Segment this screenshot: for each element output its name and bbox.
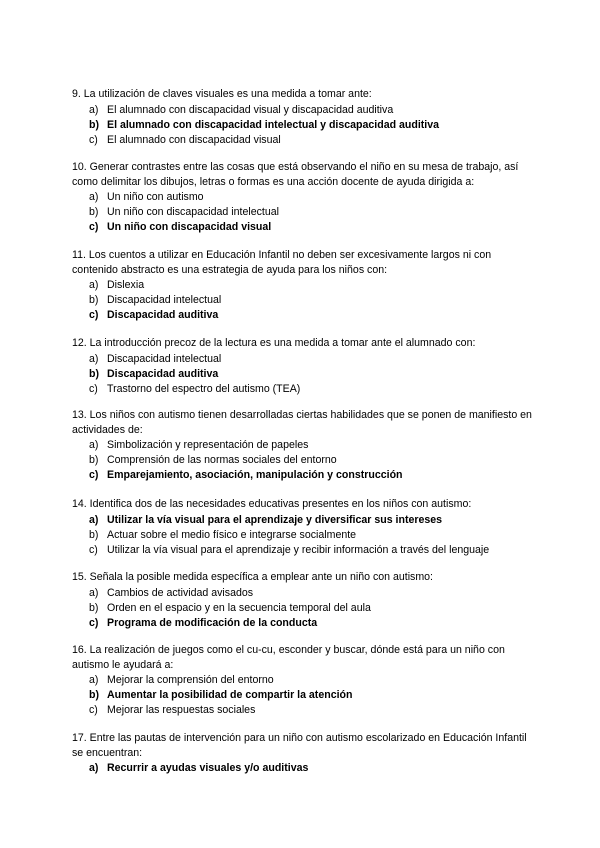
options-list bbox=[72, 278, 532, 324]
option-text: Aumentar la posibilidad de compartir la atención bbox=[107, 689, 353, 702]
option-letter: a) bbox=[89, 352, 99, 365]
option-a bbox=[72, 761, 532, 776]
option-b bbox=[72, 205, 532, 220]
option-text: Simbolización y representación de papeles bbox=[107, 439, 309, 451]
question-stem: 15. Señala la posible medida específica a emplear ante un niño con autismo: bbox=[72, 571, 434, 583]
question-stem: 11. Los cuentos a utilizar en Educación Infantil no deben ser excesivamente largos ni con contenido abstracto es una estrategia de ayuda para los niños con: bbox=[72, 249, 492, 276]
options-list bbox=[72, 190, 532, 236]
option-a bbox=[72, 103, 532, 118]
option-letter: b) bbox=[89, 454, 99, 467]
option-letter: b) bbox=[89, 689, 99, 702]
option-letter: b) bbox=[89, 206, 99, 219]
option-text: Recurrir a ayudas visuales y/o auditivas bbox=[107, 762, 309, 774]
option-text: Discapacidad intelectual bbox=[107, 352, 222, 365]
option-letter: b) bbox=[89, 528, 99, 541]
option-text: Mejorar la comprensión del entorno bbox=[107, 674, 274, 686]
option-a bbox=[72, 352, 532, 367]
option-letter: b) bbox=[89, 294, 99, 307]
option-c bbox=[72, 220, 532, 235]
options-list bbox=[72, 586, 532, 632]
question-stem: 10. Generar contrastes entre las cosas que está observando el niño en su mesa de trabajo, así como delimitar los dibujos, letras o formas es una acción docente de ayuda dirigida a: bbox=[72, 161, 519, 188]
question-16 bbox=[72, 643, 532, 719]
option-a bbox=[72, 438, 532, 453]
option-text: Utilizar la vía visual para el aprendizaje y recibir información a través del lenguaje bbox=[107, 543, 490, 556]
options-list bbox=[72, 438, 532, 484]
question-stem: 9. La utilización de claves visuales es una medida a tomar ante: bbox=[72, 88, 372, 100]
option-text: El alumnado con discapacidad intelectual y discapacidad auditiva bbox=[107, 118, 440, 131]
option-text: Emparejamiento, asociación, manipulación y construcción bbox=[107, 469, 403, 482]
option-letter: c) bbox=[89, 543, 98, 556]
options-list bbox=[72, 761, 532, 776]
option-text: Utilizar la vía visual para el aprendizaje y diversificar sus intereses bbox=[107, 513, 443, 526]
options-list bbox=[72, 673, 532, 719]
option-text: Cambios de actividad avisados bbox=[107, 586, 254, 599]
option-letter: c) bbox=[89, 221, 99, 234]
option-letter: b) bbox=[89, 367, 99, 380]
option-letter: a) bbox=[89, 674, 99, 686]
options-list bbox=[72, 513, 532, 559]
option-letter: c) bbox=[89, 704, 98, 717]
option-b bbox=[72, 293, 532, 308]
option-text: El alumnado con discapacidad visual y discapacidad auditiva bbox=[107, 103, 394, 116]
option-letter: a) bbox=[89, 191, 99, 203]
option-letter: b) bbox=[89, 118, 99, 131]
question-14 bbox=[72, 497, 532, 558]
option-c bbox=[72, 308, 532, 323]
option-letter: c) bbox=[89, 133, 98, 146]
option-letter: a) bbox=[89, 279, 99, 291]
option-b bbox=[72, 367, 532, 382]
question-9 bbox=[72, 87, 532, 148]
option-c bbox=[72, 703, 532, 718]
option-letter: c) bbox=[89, 469, 99, 482]
option-letter: a) bbox=[89, 762, 99, 774]
option-c bbox=[72, 382, 532, 397]
option-c bbox=[72, 543, 532, 558]
question-stem: 13. Los niños con autismo tienen desarrolladas ciertas habilidades que se ponen de manifiesto en actividades de: bbox=[72, 409, 532, 436]
option-text: Programa de modificación de la conducta bbox=[107, 616, 318, 629]
option-text: Un niño con discapacidad visual bbox=[107, 221, 272, 234]
option-text: Trastorno del espectro del autismo (TEA) bbox=[107, 382, 301, 395]
option-text: El alumnado con discapacidad visual bbox=[107, 133, 281, 146]
option-text: Mejorar las respuestas sociales bbox=[107, 704, 256, 717]
option-b bbox=[72, 688, 532, 703]
option-letter: a) bbox=[89, 586, 99, 599]
option-letter: c) bbox=[89, 382, 98, 395]
question-10 bbox=[72, 160, 532, 236]
option-b bbox=[72, 601, 532, 616]
option-text: Dislexia bbox=[107, 279, 145, 291]
option-text: Comprensión de las normas sociales del entorno bbox=[107, 454, 337, 467]
question-stem: 12. La introducción precoz de la lectura es una medida a tomar ante el alumnado con: bbox=[72, 337, 476, 349]
option-text: Un niño con discapacidad intelectual bbox=[107, 206, 279, 219]
question-stem: 17. Entre las pautas de intervención para un niño con autismo escolarizado en Educación Infantil se encuentran: bbox=[72, 732, 527, 759]
option-c bbox=[72, 468, 532, 483]
option-c bbox=[72, 616, 532, 631]
option-text: Discapacidad auditiva bbox=[107, 309, 219, 322]
option-b bbox=[72, 453, 532, 468]
option-b bbox=[72, 118, 532, 133]
option-b bbox=[72, 528, 532, 543]
option-letter: c) bbox=[89, 309, 99, 322]
question-stem: 16. La realización de juegos como el cu-cu, esconder y buscar, dónde está para un niño con autismo le ayudará a: bbox=[72, 644, 505, 671]
question-17 bbox=[72, 731, 532, 776]
question-11 bbox=[72, 248, 532, 324]
option-text: Orden en el espacio y en la secuencia temporal del aula bbox=[107, 601, 371, 614]
option-c bbox=[72, 133, 532, 148]
options-list bbox=[72, 352, 532, 398]
option-text: Discapacidad auditiva bbox=[107, 367, 219, 380]
option-a bbox=[72, 513, 532, 528]
question-12 bbox=[72, 336, 532, 397]
option-text: Discapacidad intelectual bbox=[107, 294, 222, 307]
question-stem: 14. Identifica dos de las necesidades educativas presentes en los niños con autismo: bbox=[72, 498, 472, 510]
options-list bbox=[72, 103, 532, 149]
option-letter: b) bbox=[89, 601, 99, 614]
question-15 bbox=[72, 570, 532, 631]
option-text: Actuar sobre el medio físico e integrarse socialmente bbox=[107, 528, 357, 541]
option-text: Un niño con autismo bbox=[107, 191, 204, 203]
option-letter: a) bbox=[89, 103, 99, 116]
question-13 bbox=[72, 408, 532, 484]
option-letter: c) bbox=[89, 616, 99, 629]
option-letter: a) bbox=[89, 439, 99, 451]
option-letter: a) bbox=[89, 513, 99, 526]
option-a bbox=[72, 586, 532, 601]
option-a bbox=[72, 190, 532, 205]
option-a bbox=[72, 278, 532, 293]
option-a bbox=[72, 673, 532, 688]
